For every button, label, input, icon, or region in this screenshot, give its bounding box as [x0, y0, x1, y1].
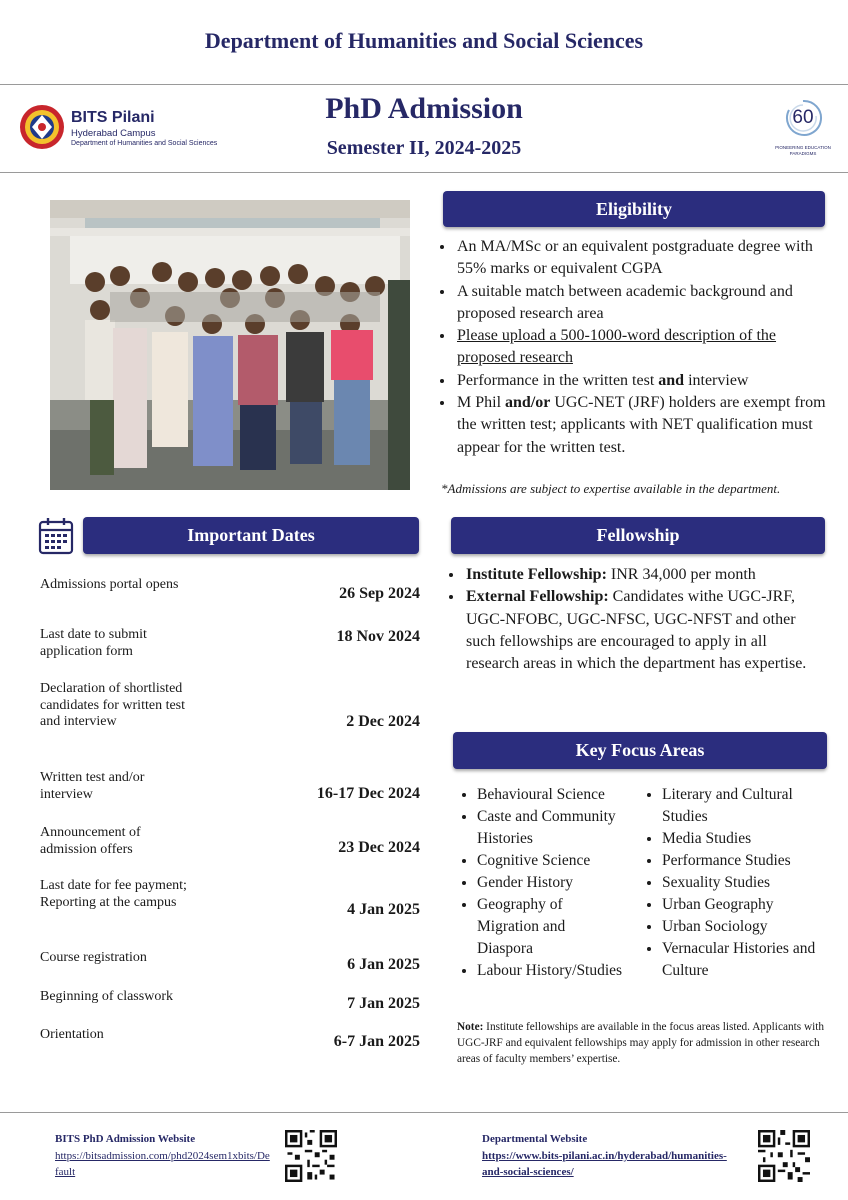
eligibility-item: • A suitable match between academic background and proposed research area: [455, 281, 829, 326]
date-value: 6-7 Jan 2025: [333, 1033, 420, 1050]
date-label: Last date for fee payment; Reporting at the campus: [40, 878, 187, 910]
anniversary-caption: PIONEERING EDUCATION PARADIGMS: [775, 145, 831, 156]
date-value: 2 Dec 2024: [346, 713, 420, 730]
eligibility-item: • An MA/MSc or an equivalent postgraduate degree with 55% marks or equivalent CGPA: [455, 236, 829, 281]
department-title: Department of Humanities and Social Sciences: [204, 28, 644, 53]
focus-item: • Media Studies: [662, 828, 826, 850]
eligibility-item: • Please upload a 500-1000-word description of the proposed research: [455, 325, 829, 370]
date-label: Declaration of shortlisted candidates for written test and interview: [40, 681, 186, 729]
fellowship-heading: Fellowship: [451, 517, 825, 554]
focus-list-right-container: [646, 784, 826, 982]
date-value: 16-17 Dec 2024: [316, 785, 420, 802]
focus-list-right: [646, 784, 826, 982]
calendar-icon: [38, 517, 74, 555]
eligibility-heading: Eligibility: [443, 191, 825, 227]
fellowship-list: [446, 564, 824, 675]
divider-top: [0, 84, 848, 85]
focus-item: • Performance Studies: [662, 850, 826, 872]
date-label: Last date to submit application form: [40, 627, 147, 659]
fellowship-list-container: [446, 564, 824, 675]
focus-list-left-container: [461, 784, 651, 982]
focus-item: • Vernacular Histories and Culture: [662, 938, 826, 982]
eligibility-list-container: [437, 236, 829, 459]
focus-item: • Caste and Community Histories: [477, 806, 651, 850]
date-value: 6 Jan 2025: [347, 956, 420, 973]
logo-name: BITS Pilani: [71, 109, 155, 126]
date-value: 26 Sep 2024: [339, 585, 420, 602]
logo-campus: Hyderabad Campus: [71, 128, 156, 139]
fellowship-item: • External Fellowship: Candidates withe UGC-JRF, UGC-NFOBC, UGC-NFSC, UGC-NFST and other such fellowships are encouraged to apply in all research areas in which the department has expertise.: [464, 586, 824, 675]
focus-list-left: [461, 784, 651, 982]
anniversary-logo: [770, 98, 836, 160]
eligibility-note: *Admissions are subject to expertise available in the department.: [441, 481, 781, 496]
anniversary-number: 60: [792, 107, 814, 128]
date-label: Admissions portal opens: [40, 577, 179, 592]
department-website-link[interactable]: https://www.bits-pilani.ac.in/hyderabad/humanities-and-social-sciences/: [482, 1150, 727, 1178]
focus-item: • Labour History/Studies: [477, 960, 651, 982]
focus-item: • Geography of Migration and Diaspora: [477, 894, 651, 960]
divider-footer: [0, 1112, 848, 1113]
date-label: Announcement of admission offers: [40, 825, 141, 857]
focus-item: • Gender History: [477, 872, 651, 894]
page-title: PhD Admission: [325, 92, 523, 125]
date-value: 7 Jan 2025: [347, 995, 420, 1012]
date-label: Course registration: [40, 950, 147, 965]
page-subtitle: Semester II, 2024-2025: [326, 137, 522, 159]
divider-header: [0, 172, 848, 173]
qr-code-icon: [758, 1130, 810, 1182]
footer-left-heading: BITS PhD Admission Website: [55, 1133, 196, 1145]
dates-heading: Important Dates: [83, 517, 419, 554]
eligibility-item: • Performance in the written test and interview: [455, 370, 829, 392]
date-value: 4 Jan 2025: [347, 901, 420, 918]
group-photo: [50, 200, 410, 490]
focus-item: • Urban Geography: [662, 894, 826, 916]
eligibility-list: [437, 236, 829, 459]
fellowship-item: • Institute Fellowship: INR 34,000 per month: [464, 564, 824, 586]
focus-item: • Literary and Cultural Studies: [662, 784, 826, 828]
logo-dept: Department of Humanities and Social Sciences: [71, 140, 218, 147]
focus-note: Note: Institute fellowships are available in the focus areas listed. Applicants with UGC-JRF and equivalent fellowships may apply for admission in other research areas of faculty members’ expertise.: [457, 1021, 825, 1065]
date-label: Written test and/or interview: [40, 770, 145, 802]
admission-website-link[interactable]: https://bitsadmission.com/phd2024sem1xbits/Default: [55, 1150, 270, 1178]
focus-item: • Sexuality Studies: [662, 872, 826, 894]
focus-item: • Behavioural Science: [477, 784, 651, 806]
date-label: Orientation: [40, 1027, 104, 1042]
date-label: Beginning of classwork: [40, 989, 173, 1004]
focus-heading: Key Focus Areas: [453, 732, 827, 769]
focus-item: • Urban Sociology: [662, 916, 826, 938]
qr-code-icon: [285, 1130, 337, 1182]
eligibility-item: • M Phil and/or UGC-NET (JRF) holders are exempt from the written test; applicants with NET qualification must appear for the written test.: [455, 392, 829, 459]
date-value: 18 Nov 2024: [336, 628, 420, 645]
date-value: 23 Dec 2024: [338, 839, 420, 856]
focus-item: • Cognitive Science: [477, 850, 651, 872]
footer-right-heading: Departmental Website: [482, 1133, 588, 1145]
